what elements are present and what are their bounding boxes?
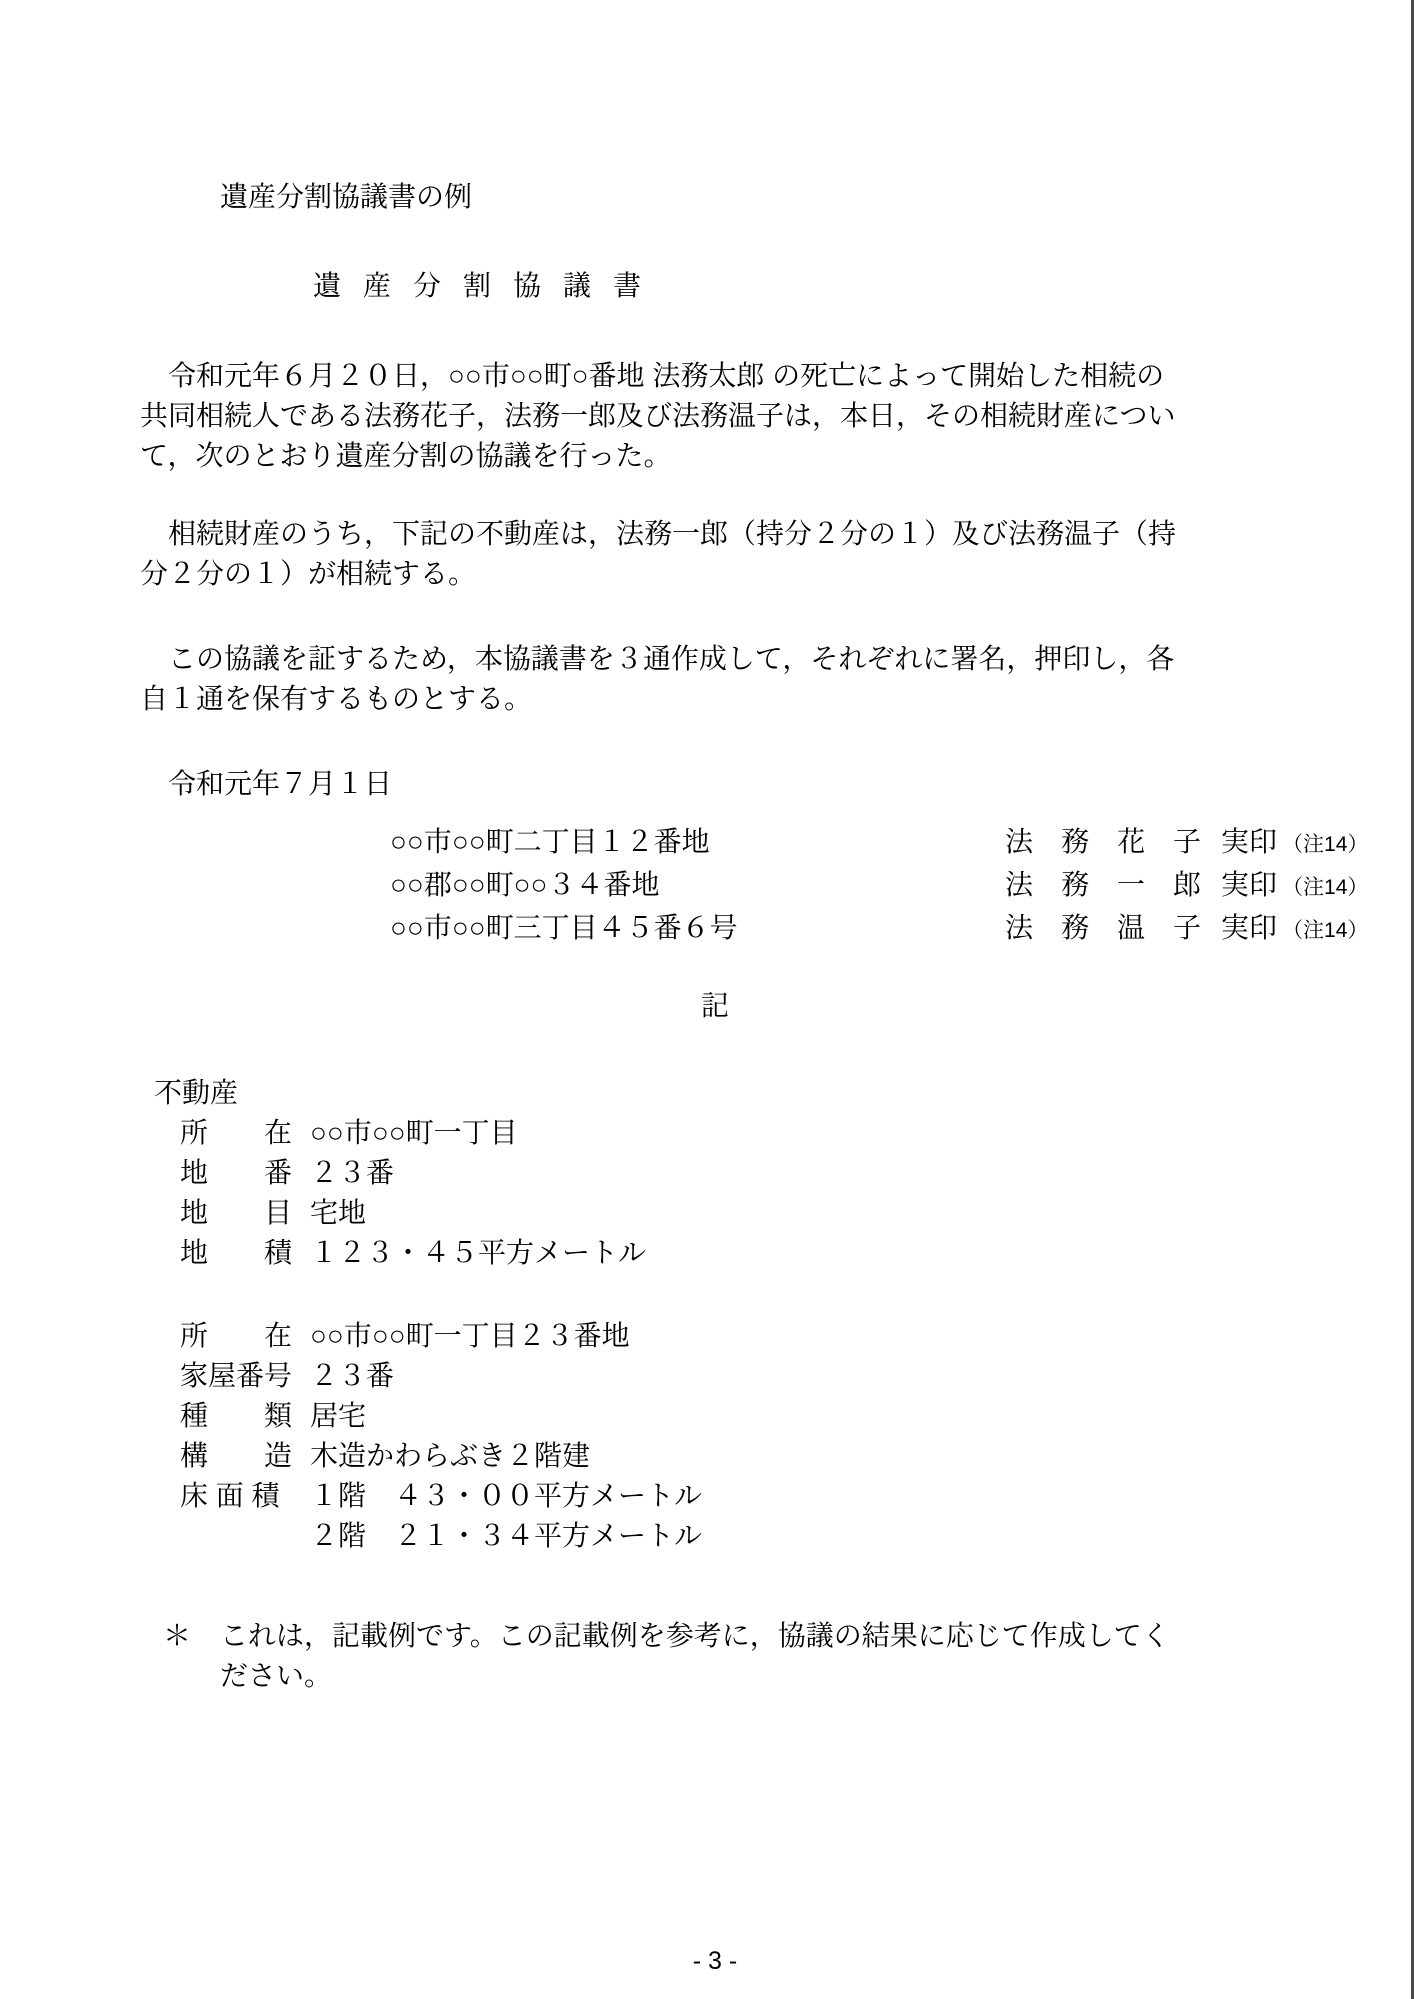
property-row — [180, 1516, 1411, 1556]
footnote — [163, 1616, 1411, 1696]
date-line: 令和元年７月１日 — [168, 768, 393, 799]
footnote-marker: ＊ — [163, 1620, 192, 1651]
paragraph-inheritance-terms: 相続財産のうち，下記の不動産は，法務一郎（持分２分の１）及び法務温子（持分２分の１）が相続する。 — [140, 518, 1177, 589]
property-row — [180, 1153, 1411, 1193]
property-row-label: 地 番 — [180, 1157, 293, 1188]
land-property-block — [140, 1113, 1411, 1273]
property-row — [180, 1233, 1411, 1273]
note-reference: （注14） — [1282, 876, 1369, 899]
note-reference: （注14） — [1282, 919, 1369, 942]
property-row-label: 所 在 — [180, 1117, 293, 1148]
property-row — [180, 1436, 1411, 1476]
signature-row — [390, 865, 1411, 908]
property-row — [180, 1113, 1411, 1153]
paragraph-copies: この協議を証するため，本協議書を３通作成して，それぞれに署名，押印し，各自１通を保有するものとする。 — [140, 643, 1175, 714]
seal-label: 実印 — [1221, 912, 1278, 943]
property-row-value: ○○市○○町一丁目 — [310, 1117, 518, 1148]
property-row-value: ２３番 — [310, 1157, 395, 1188]
signature-address: ○○郡○○町○○３４番地 — [390, 869, 660, 900]
signature-name: 法 務 温 子 — [1005, 912, 1202, 943]
page-label: 遺産分割協議書の例 — [220, 181, 473, 212]
page-number: - 3 - — [692, 1947, 738, 1975]
signature-name: 法 務 一 郎 — [1005, 869, 1202, 900]
property-row-value: １２３・４５平方メートル — [310, 1237, 647, 1268]
building-property-block — [140, 1316, 1411, 1556]
property-row — [180, 1356, 1411, 1396]
footnote-text: これは，記載例です。この記載例を参考に，協議の結果に応じて作成してください。 — [220, 1620, 1170, 1691]
property-row-value: ２階 ２１・３４平方メートル — [310, 1520, 703, 1551]
property-row-value: ２３番 — [310, 1360, 395, 1391]
signature-address: ○○市○○町三丁目４５番６号 — [390, 912, 738, 943]
seal-label: 実印 — [1221, 826, 1278, 857]
property-row — [180, 1396, 1411, 1436]
property-row-label: 構 造 — [180, 1440, 293, 1471]
note-reference: （注14） — [1282, 833, 1369, 856]
signature-block — [140, 822, 1411, 951]
property-row-value: 木造かわらぶき２階建 — [310, 1440, 591, 1471]
signature-row — [390, 822, 1411, 865]
property-row-label: 地 目 — [180, 1197, 293, 1228]
property-row-label: 家屋番号 — [180, 1360, 293, 1391]
property-row-label: 種 類 — [180, 1400, 293, 1431]
signature-name: 法 務 花 子 — [1005, 826, 1202, 857]
property-row-label: 床 面 積 — [180, 1480, 280, 1511]
property-section-heading: 不動産 — [154, 1077, 239, 1108]
property-row-value: １階 ４３・００平方メートル — [310, 1480, 703, 1511]
property-row-label: 所 在 — [180, 1320, 293, 1351]
signature-row — [390, 908, 1411, 951]
signature-address: ○○市○○町二丁目１２番地 — [390, 826, 710, 857]
paragraph-opening: 令和元年６月２０日，○○市○○町○番地 法務太郎 の死亡によって開始した相続の共同相続人である法務花子，法務一郎及び法務温子は，本日，その相続財産について，次のとおり遺産分割の協議を行った。 — [140, 360, 1176, 471]
property-row-value: 宅地 — [310, 1197, 367, 1228]
property-row — [180, 1316, 1411, 1356]
seal-label: 実印 — [1221, 869, 1278, 900]
property-row — [180, 1476, 1411, 1516]
document-title: 遺産分割協議書 — [313, 270, 664, 301]
record-marker: 記 — [700, 990, 729, 1021]
property-row — [180, 1193, 1411, 1233]
property-row-value: ○○市○○町一丁目２３番地 — [310, 1320, 630, 1351]
property-row-value: 居宅 — [310, 1400, 367, 1431]
property-row-label: 地 積 — [180, 1237, 293, 1268]
